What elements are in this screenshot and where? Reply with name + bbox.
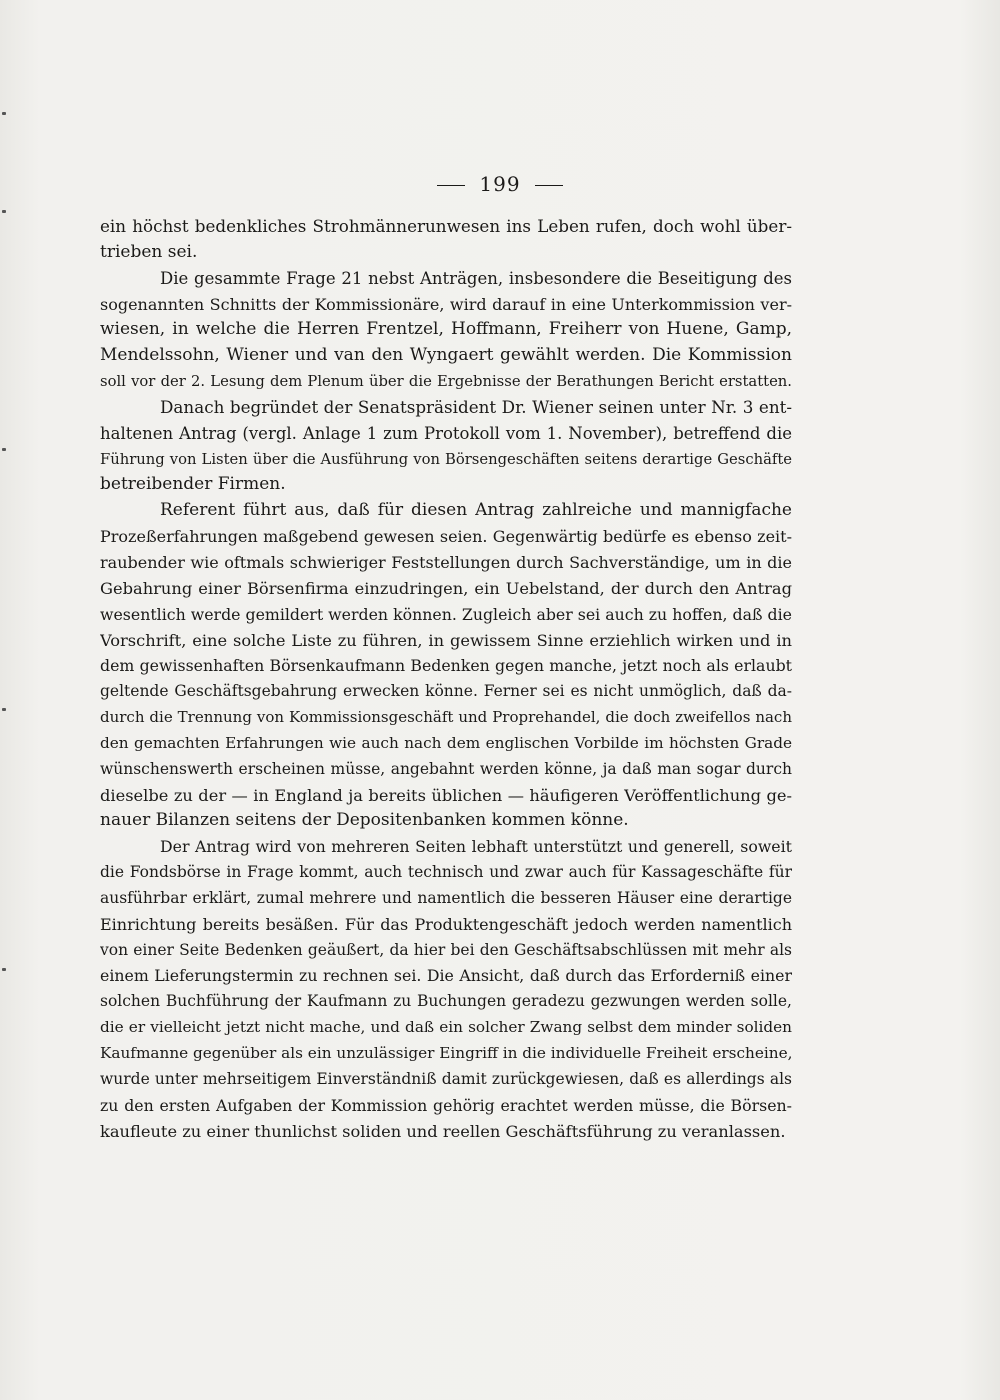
text-line: Mendelssohn, Wiener und van den Wyngaert gewählt werden. Die Kommission <box>100 345 792 366</box>
dash-right <box>535 185 563 187</box>
dash-left <box>437 185 465 187</box>
text-line: Referent führt aus, daß für diesen Antrag zahlreiche und mannigfache <box>160 500 792 521</box>
text-line: Einrichtung bereits besäßen. Für das Produktengeschäft jedoch werden namentlich <box>100 914 792 934</box>
text-line: einem Lieferungstermin zu rechnen sei. Die Ansicht, daß durch das Erforderniß einer <box>100 966 792 986</box>
binding-mark <box>2 112 6 115</box>
text-line: dem gewissenhaften Börsenkaufmann Bedenken gegen manche, jetzt noch als erlaubt <box>100 656 792 676</box>
text-line: Die gesammte Frage 21 nebst Anträgen, insbesondere die Beseitigung des <box>160 268 792 288</box>
binding-mark <box>2 210 6 213</box>
text-line: wiesen, in welche die Herren Frentzel, Hoffmann, Freiherr von Huene, Gamp, <box>100 319 792 340</box>
text-line: solchen Buchführung der Kaufmann zu Buchungen geradezu gezwungen werden solle, <box>100 992 792 1011</box>
text-line: sogenannten Schnitts der Kommissionäre, wird darauf in eine Unterkommission ver- <box>100 294 792 314</box>
text-line: geltende Geschäftsgebahrung erwecken könne. Ferner sei es nicht unmöglich, daß da- <box>100 682 792 701</box>
binding-mark <box>2 448 6 451</box>
text-line: kaufleute zu einer thunlichst soliden und reellen Geschäftsführung zu veranlassen. <box>100 1121 786 1141</box>
text-line: Kaufmanne gegenüber als ein unzulässiger Eingriff in die individuelle Freiheit erscheine, <box>100 1044 792 1062</box>
text-line: Gebahrung einer Börsenfirma einzudringen, ein Uebelstand, der durch den Antrag <box>100 578 792 598</box>
text-line: soll vor der 2. Lesung dem Plenum über die Ergebnisse der Berathungen Bericht erstatten. <box>100 373 792 391</box>
binding-mark <box>2 968 6 971</box>
text-line: von einer Seite Bedenken geäußert, da hier bei den Geschäftsabschlüssen mit mehr als <box>100 940 792 959</box>
text-line: trieben sei. <box>100 241 198 262</box>
text-line: wurde unter mehrseitigem Einverständniß damit zurückgewiesen, daß es allerdings als <box>100 1069 792 1088</box>
text-line: Vorschrift, eine solche Liste zu führen, in gewissem Sinne erziehlich wirken und in <box>100 630 792 650</box>
text-line: nauer Bilanzen seitens der Depositenbanken kommen könne. <box>100 810 629 831</box>
text-line: Der Antrag wird von mehreren Seiten lebhaft unterstützt und generell, soweit <box>160 837 792 857</box>
text-line: wesentlich werde gemildert werden können. Zugleich aber sei auch zu hoffen, daß die <box>100 604 792 624</box>
text-line: zu den ersten Aufgaben der Kommission gehörig erachtet werden müsse, die Börsen- <box>100 1095 792 1115</box>
text-line: ausführbar erklärt, zumal mehrere und namentlich die besseren Häuser eine derartige <box>100 888 792 907</box>
text-line: Prozeßerfahrungen maßgebend gewesen seien. Gegenwärtig bedürfe es ebenso zeit- <box>100 527 792 547</box>
body-text <box>100 214 792 1144</box>
page-number: 199 <box>479 172 521 196</box>
text-line: Führung von Listen über die Ausführung von Börsengeschäften seitens derartige Geschäfte <box>100 450 792 468</box>
text-line: wünschenswerth erscheinen müsse, angebahnt werden könne, ja daß man sogar durch <box>100 759 792 778</box>
page-number-header <box>0 172 1000 196</box>
text-line: Danach begründet der Senatspräsident Dr. Wiener seinen unter Nr. 3 ent- <box>160 396 792 417</box>
text-line: durch die Trennung von Kommissionsgeschäft und Proprehandel, die doch zweifellos nach <box>100 708 792 727</box>
text-line: betreibender Firmen. <box>100 474 286 495</box>
text-line: ein höchst bedenkliches Strohmännerunwesen ins Leben rufen, doch wohl über- <box>100 216 792 236</box>
text-line: die Fondsbörse in Frage kommt, auch technisch und zwar auch für Kassageschäfte für <box>100 863 792 882</box>
text-line: raubender wie oftmals schwieriger Feststellungen durch Sachverständige, um in die <box>100 552 792 572</box>
text-line: die er vielleicht jetzt nicht mache, und daß ein solcher Zwang selbst dem minder soliden <box>100 1018 792 1037</box>
binding-mark <box>2 708 6 711</box>
text-line: haltenen Antrag (vergl. Anlage 1 zum Protokoll vom 1. November), betreffend die <box>100 423 792 443</box>
text-line: dieselbe zu der — in England ja bereits üblichen — häufigeren Veröffentlichung ge- <box>100 785 792 805</box>
text-line: den gemachten Erfahrungen wie auch nach dem englischen Vorbilde im höchsten Grade <box>100 733 792 752</box>
